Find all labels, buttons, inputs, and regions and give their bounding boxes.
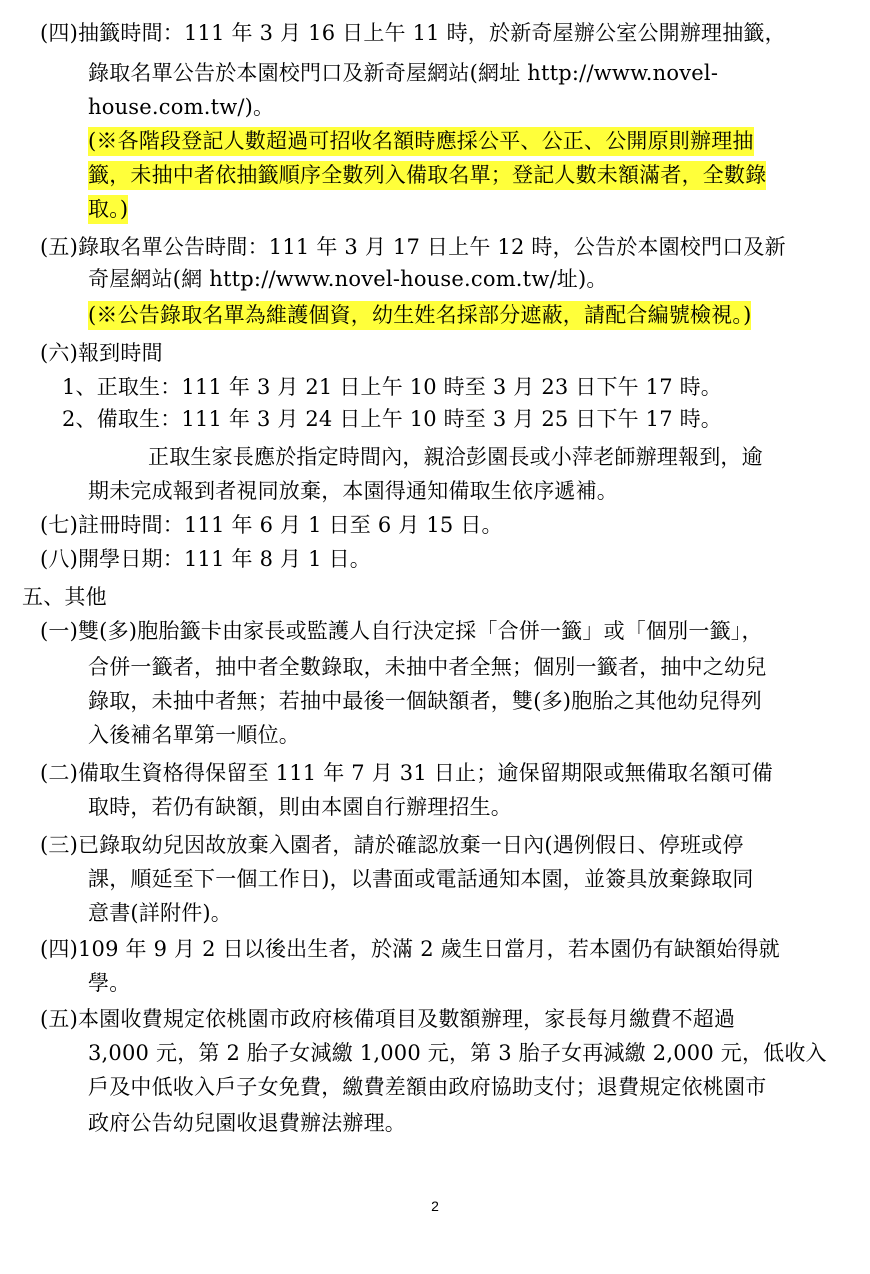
text-line <box>88 300 828 330</box>
text-line <box>22 582 142 612</box>
text-line <box>40 510 540 540</box>
line-text: (二)備取生資格得保留至 111 年 7 月 31 日止；逾保留期限或無備取名額可備 <box>40 761 773 785</box>
text-line <box>40 544 400 574</box>
line-text: (四)109 年 9 月 2 日以後出生者，於滿 2 歲生日當月，若本園仍有缺額始得就 <box>40 937 780 961</box>
text-line <box>40 616 830 646</box>
line-text: house.com.tw/)。 <box>88 95 275 119</box>
text-line <box>88 968 168 998</box>
line-text: 學。 <box>88 971 131 995</box>
line-text: 課，順延至下一個工作日)，以書面或電話通知本園，並簽具放棄錄取同 <box>88 867 754 891</box>
text-line <box>40 18 830 48</box>
highlighted-text: (※公告錄取名單為維護個資，幼生姓名採部分遮蔽，請配合編號檢視。) <box>88 301 751 330</box>
line-text: 入後補名單第一順位。 <box>88 723 300 747</box>
text-line <box>88 1108 488 1138</box>
text-line <box>88 264 648 294</box>
text-line <box>40 830 830 860</box>
line-text: (五)錄取名單公告時間：111 年 3 月 17 日上午 12 時，公告於本園校門口及新 <box>40 235 786 259</box>
text-line <box>88 898 288 928</box>
text-line <box>88 476 728 506</box>
line-text: 錄取，未抽中者無；若抽中最後一個缺額者，雙(多)胞胎之其他幼兒得列 <box>88 689 762 713</box>
text-line <box>88 1072 828 1102</box>
highlighted-text: 籤，未抽中者依抽籤順序全數列入備取名單；登記人數未額滿者，全數錄 <box>88 161 766 190</box>
text-line <box>148 442 828 472</box>
line-text: 正取生家長應於指定時間內，親洽彭園長或小萍老師辦理報到，逾 <box>148 445 763 469</box>
text-line <box>88 194 168 224</box>
text-line <box>62 404 721 434</box>
text-line <box>40 758 830 788</box>
line-text: (五)本園收費規定依桃園市政府核備項目及數額辦理，家長每月繳費不超過 <box>40 1007 736 1031</box>
page-number: 2 <box>431 1198 439 1214</box>
line-text: 意書(詳附件)。 <box>88 901 232 925</box>
text-line <box>88 126 828 156</box>
text-line <box>88 720 388 750</box>
line-text: 戶及中低收入戶子女免費，繳費差額由政府協助支付；退費規定依桃園市 <box>88 1075 767 1099</box>
text-line <box>88 58 828 88</box>
line-text: (三)已錄取幼兒因故放棄入園者，請於確認放棄一日內(遇例假日、停班或停 <box>40 833 744 857</box>
text-line <box>40 338 240 368</box>
text-line <box>40 934 830 964</box>
text-line <box>88 652 828 682</box>
line-text: (一)雙(多)胞胎籤卡由家長或監護人自行決定採「合併一籤」或「個別一籤」， <box>40 619 763 643</box>
line-text: (八)開學日期：111 年 8 月 1 日。 <box>40 547 371 571</box>
line-text: 取時，若仍有缺額，則由本園自行辦理招生。 <box>88 795 512 819</box>
line-text: 2、備取生：111 年 3 月 24 日上午 10 時至 3 月 25 日下午 17 時。 <box>62 407 722 431</box>
text-line <box>88 792 588 822</box>
highlighted-text: 取。) <box>88 195 128 224</box>
highlighted-text: (※各階段登記人數超過可招收名額時應採公平、公正、公開原則辦理抽 <box>88 127 754 156</box>
text-line <box>88 686 828 716</box>
line-text: (六)報到時間 <box>40 341 163 365</box>
line-text: 合併一籤者，抽中者全數錄取，未抽中者全無；個別一籤者，抽中之幼兒 <box>88 655 767 679</box>
line-text: 期未完成報到者視同放棄，本園得通知備取生依序遞補。 <box>88 479 618 503</box>
line-text: (四)抽籤時間：111 年 3 月 16 日上午 11 時，於新奇屋辦公室公開辦理抽籤， <box>40 21 786 45</box>
text-line <box>88 1038 828 1068</box>
line-text: 政府公告幼兒園收退費辦法辦理。 <box>88 1111 406 1135</box>
text-line <box>40 1004 830 1034</box>
text-line <box>88 92 288 122</box>
line-text: 1、正取生：111 年 3 月 21 日上午 10 時至 3 月 23 日下午 17 時。 <box>62 375 722 399</box>
text-line <box>88 160 828 190</box>
line-text: 五、其他 <box>22 585 107 609</box>
line-text: 3,000 元，第 2 胎子女減繳 1,000 元，第 3 胎子女再減繳 2,000 元，低收入 <box>88 1041 827 1065</box>
line-text: (七)註冊時間：111 年 6 月 1 日至 6 月 15 日。 <box>40 513 503 537</box>
text-line <box>88 864 828 894</box>
text-line <box>62 372 721 402</box>
line-text: 奇屋網站(網 http://www.novel-house.com.tw/址)。 <box>88 267 608 291</box>
line-text: 錄取名單公告於本園校門口及新奇屋網站(網址 http://www.novel- <box>88 61 719 85</box>
text-line <box>40 232 830 262</box>
